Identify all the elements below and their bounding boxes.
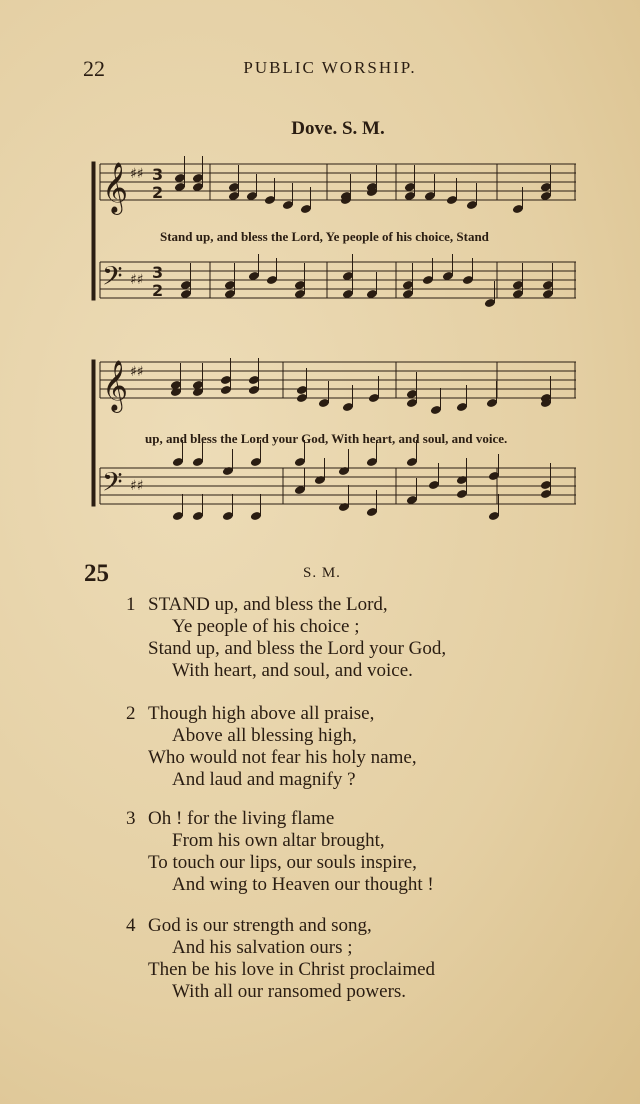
time-signature-icon: 3 bbox=[152, 263, 164, 282]
verse-line: And wing to Heaven our thought ! bbox=[172, 874, 434, 895]
verse-line: From his own altar brought, bbox=[172, 830, 385, 851]
time-signature-icon: 3 bbox=[152, 165, 164, 184]
verse-number: 2 bbox=[126, 703, 136, 724]
key-signature-icon: ♯♯ bbox=[130, 166, 144, 182]
lyrics-line-2: up, and bless the Lord your God, With heart, and soul, and voice. bbox=[145, 431, 508, 446]
verse-line: God is our strength and song, bbox=[148, 915, 372, 936]
system-bracket bbox=[92, 360, 95, 506]
verse-line: To touch our lips, our souls inspire, bbox=[148, 852, 417, 873]
bass-clef-icon: 𝄢 bbox=[102, 260, 123, 298]
verse-number: 1 bbox=[126, 594, 136, 615]
key-signature-icon: ♯♯ bbox=[130, 478, 144, 494]
running-head: PUBLIC WORSHIP. bbox=[243, 58, 417, 77]
system-bracket bbox=[92, 162, 95, 300]
verse-line: Stand up, and bless the Lord your God, bbox=[148, 638, 447, 659]
time-signature-icon: 2 bbox=[152, 281, 164, 300]
treble-clef-icon: 𝄞 bbox=[102, 162, 129, 213]
verse-line: And his salvation ours ; bbox=[172, 937, 353, 958]
verse-line: Oh ! for the living flame bbox=[148, 808, 335, 829]
time-signature-icon: 2 bbox=[152, 183, 164, 202]
verse-line: STAND up, and bless the Lord, bbox=[148, 594, 388, 615]
verse-line: And laud and magnify ? bbox=[172, 769, 356, 790]
hymn-number: 25 bbox=[84, 560, 109, 587]
page-number: 22 bbox=[83, 56, 105, 81]
verse-number: 3 bbox=[126, 808, 136, 829]
note-heads bbox=[170, 156, 554, 521]
clefs bbox=[102, 162, 163, 504]
verse-line: Ye people of his choice ; bbox=[172, 616, 360, 637]
key-signature-icon: ♯♯ bbox=[130, 364, 144, 380]
verse-line: Then be his love in Christ proclaimed bbox=[148, 959, 436, 980]
verse-number: 4 bbox=[126, 915, 136, 936]
verse-line: Who would not fear his holy name, bbox=[148, 747, 417, 768]
music-score bbox=[0, 0, 640, 540]
staff-lines bbox=[92, 162, 576, 506]
verse-line: Above all blessing high, bbox=[172, 725, 357, 746]
bass-clef-icon: 𝄢 bbox=[102, 466, 123, 504]
lyrics-line-1: Stand up, and bless the Lord, Ye people of his choice, Stand bbox=[160, 229, 489, 244]
hymn-meter: S. M. bbox=[303, 565, 341, 581]
treble-clef-icon: 𝄞 bbox=[102, 360, 129, 411]
tune-title: Dove. S. M. bbox=[291, 118, 385, 139]
verse-line: With heart, and soul, and voice. bbox=[172, 660, 413, 681]
verse-line: With all our ransomed powers. bbox=[172, 981, 407, 1002]
verse-line: Though high above all praise, bbox=[148, 703, 375, 724]
key-signature-icon: ♯♯ bbox=[130, 272, 144, 288]
